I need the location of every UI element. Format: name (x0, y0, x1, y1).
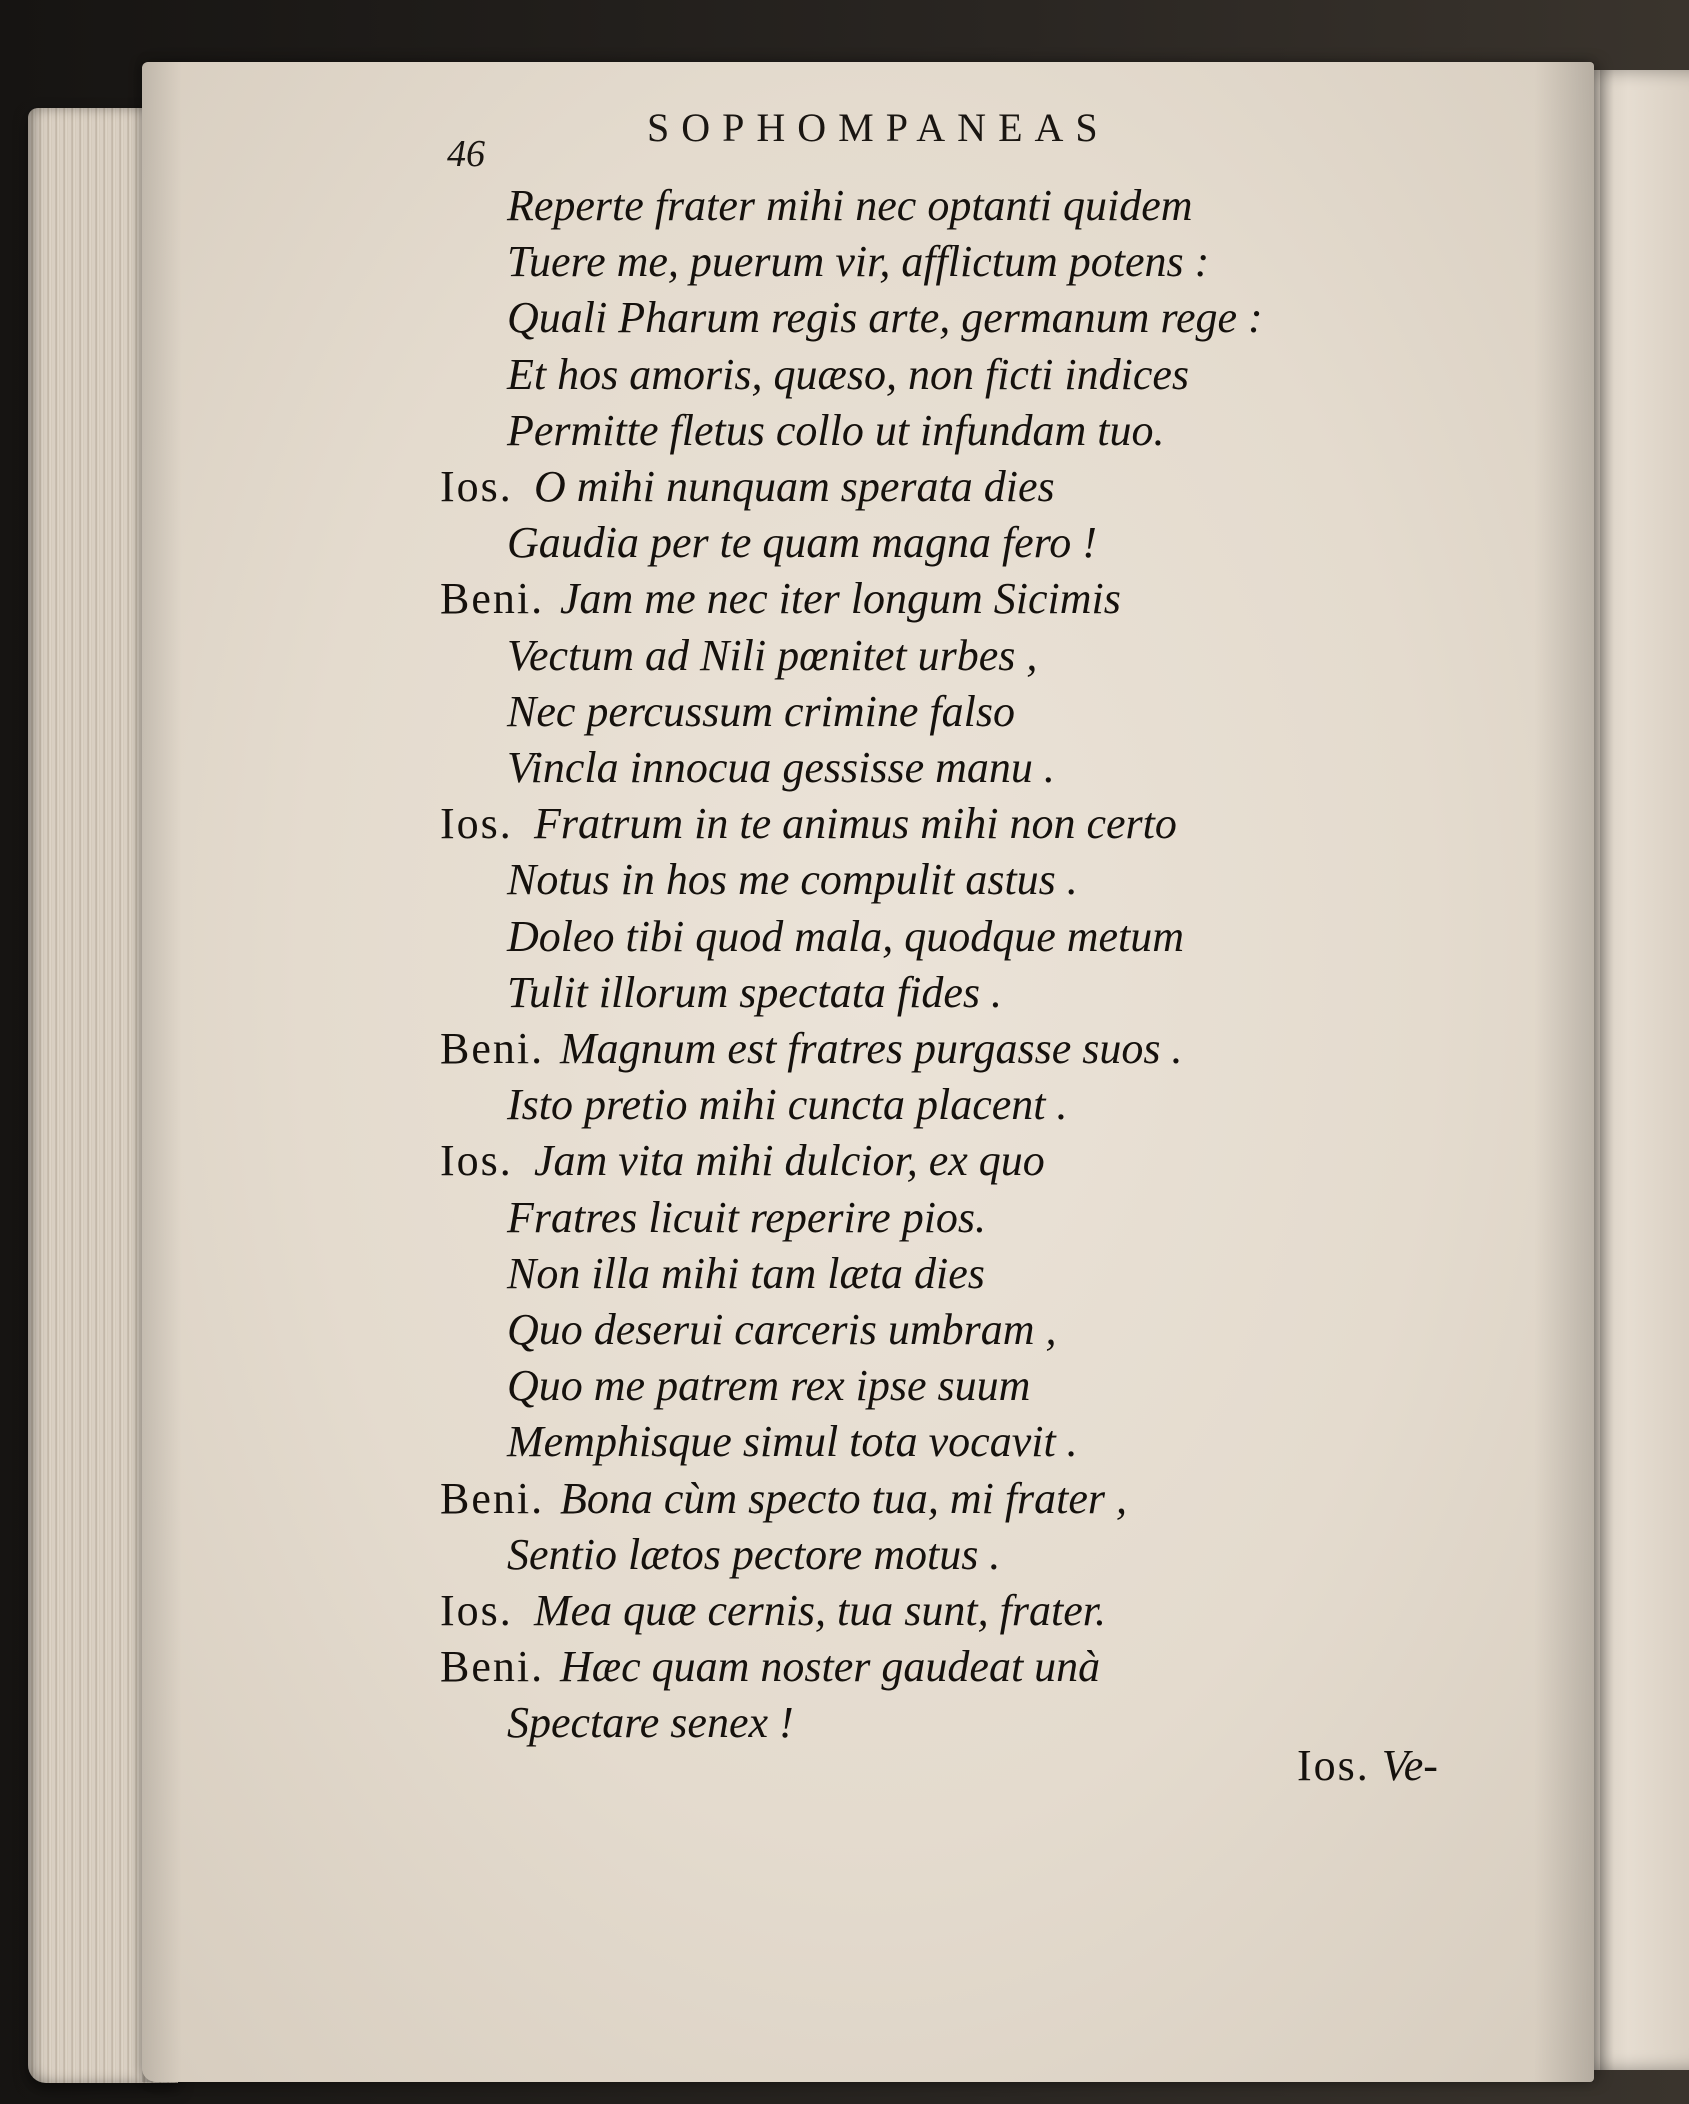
verse-text: Notus in hos me compulit astus . (507, 855, 1078, 905)
verse-text: Spectare senex ! (507, 1698, 794, 1748)
speaker-label: Beni. (440, 1024, 545, 1073)
verse-text: Fratres licuit reperire pios. (507, 1192, 987, 1242)
running-title: SOPHOMPANEAS (647, 105, 1110, 150)
speaker-label: Ios. (440, 799, 513, 849)
verse-text: Permitte fletus collo ut infundam tuo. (507, 405, 1165, 455)
verse-text: Tuere me, puerum vir, afflictum potens : (507, 237, 1210, 287)
verse-text: Vectum ad Nili pœnitet urbes , (507, 630, 1038, 680)
speaker-label: Beni. (440, 1473, 545, 1523)
verse-text: Mea quæ cernis, tua sunt, frater. (534, 1586, 1106, 1635)
catchword-speaker: Ios. (1297, 1741, 1370, 1790)
verse-text: O mihi nunquam sperata dies (534, 462, 1055, 511)
page-number: 46 (447, 133, 485, 175)
verse-text: Hæc quam noster gaudeat unà (560, 1642, 1101, 1692)
gutter-shadow (1534, 62, 1594, 2082)
verse-text: Vincla innocua gessisse manu . (507, 743, 1055, 792)
verse-text: Tulit illorum spectata fides . (507, 967, 1003, 1017)
verse-text: Et hos amoris, quæso, non ficti indices (507, 349, 1189, 399)
verse-text: Nec percussum crimine falso (507, 686, 1015, 736)
verse-text: Memphisque simul tota vocavit . (507, 1417, 1078, 1467)
verse-text: Gaudia per te quam magna fero ! (507, 518, 1097, 568)
verse-text: Doleo tibi quod mala, quodque metum (507, 911, 1185, 961)
speaker-label: Beni. (440, 1642, 545, 1692)
verse-text: Fratrum in te animus mihi non certo (534, 799, 1177, 849)
verse-text: Quali Pharum regis arte, germanum rege : (507, 293, 1263, 343)
facing-page-fold (1600, 70, 1614, 2070)
book-page (142, 62, 1594, 2082)
speaker-label: Ios. (440, 1586, 513, 1635)
verse-text: Non illa mihi tam læta dies (507, 1248, 985, 1298)
verse-text: Jam vita mihi dulcior, ex quo (534, 1136, 1045, 1186)
facing-page-edge (1580, 70, 1689, 2070)
speaker-label: Beni. (440, 574, 545, 624)
verse-text: Magnum est fratres purgasse suos . (560, 1024, 1183, 1073)
verse-text: Bona cùm specto tua, mi frater , (560, 1473, 1128, 1523)
verse-text: Quo me patrem rex ipse suum (507, 1361, 1031, 1411)
verse-text: Quo deserui carceris umbram , (507, 1305, 1057, 1354)
verse-text: Isto pretio mihi cuncta placent . (507, 1080, 1068, 1130)
speaker-label: Ios. (440, 462, 513, 511)
catchword-word: Ve- (1381, 1741, 1438, 1790)
catchword (1297, 1740, 1438, 1791)
verse-text: Sentio lætos pectore motus . (507, 1529, 1001, 1579)
page-left-shade (142, 62, 182, 2082)
verse-text: Reperte frater mihi nec optanti quidem (507, 181, 1193, 230)
verse-text: Jam me nec iter longum Sicimis (560, 574, 1121, 624)
speaker-label: Ios. (440, 1136, 513, 1186)
